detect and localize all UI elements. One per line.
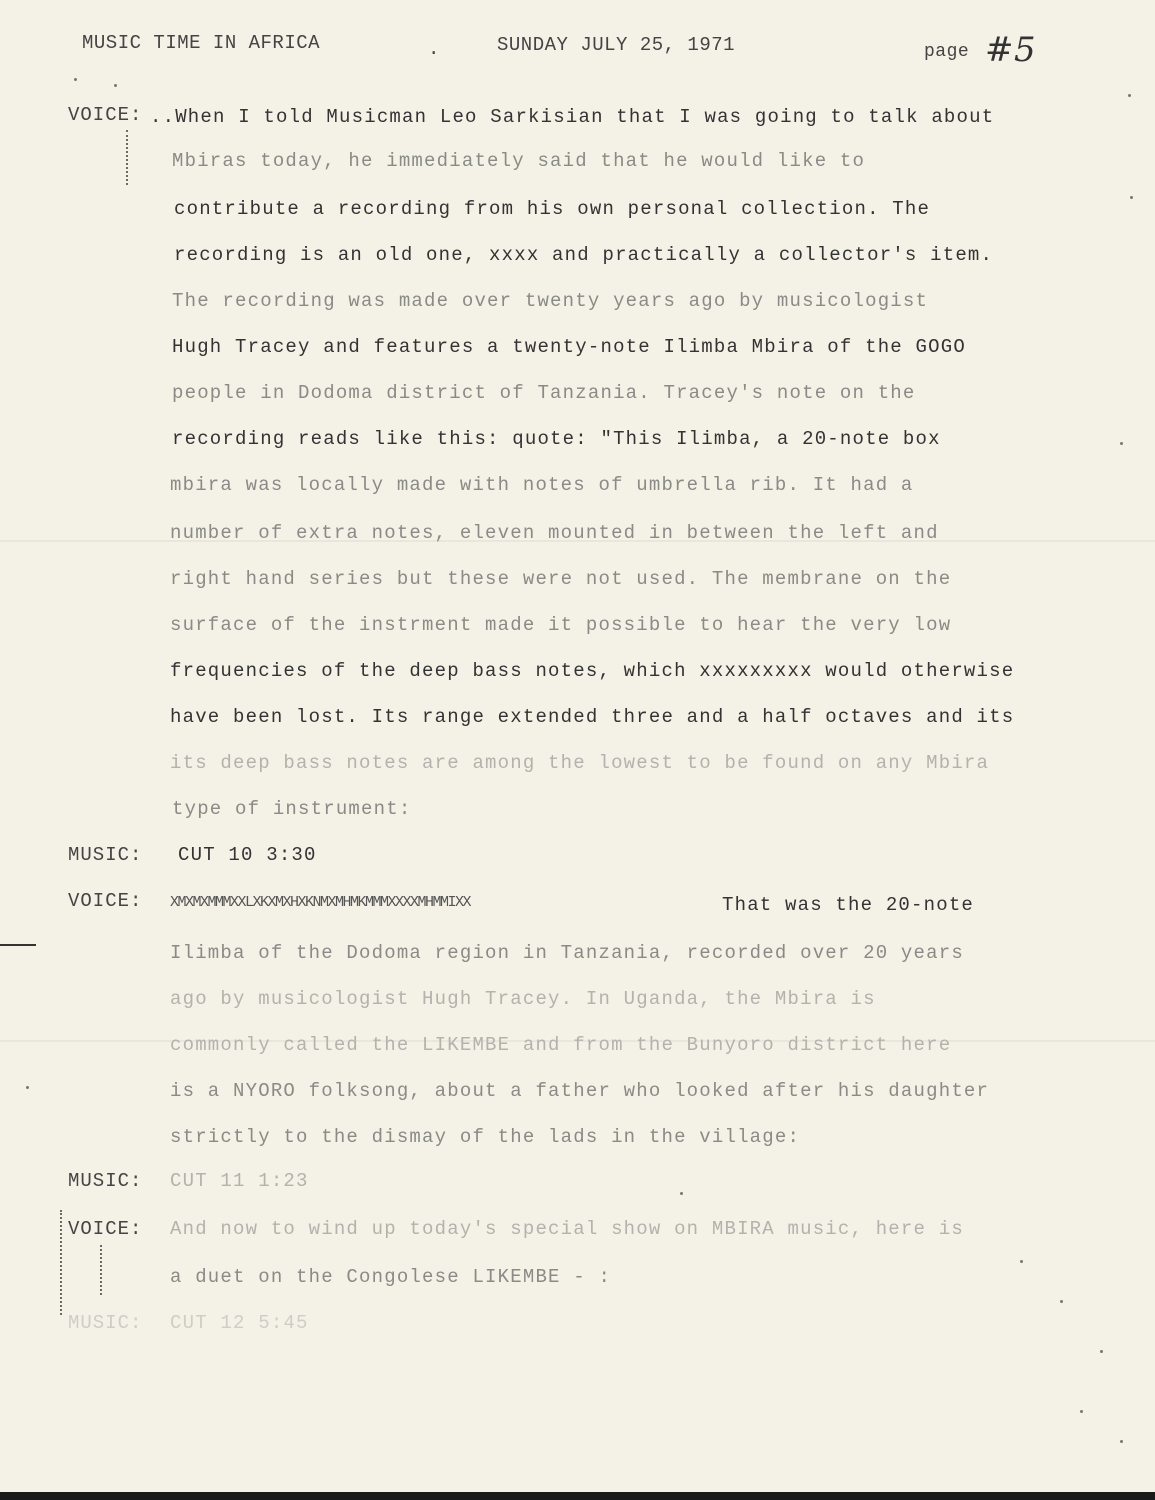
script-line: The recording was made over twenty years ago by musicologist bbox=[172, 290, 929, 312]
script-line: Ilimba of the Dodoma region in Tanzania, recorded over 20 years bbox=[170, 942, 964, 964]
program-title: MUSIC TIME IN AFRICA bbox=[82, 32, 321, 54]
script-line: Mbiras today, he immediately said that he would like to bbox=[172, 150, 866, 172]
script-line: strictly to the dismay of the lads in the village: bbox=[170, 1126, 801, 1148]
script-line: its deep bass notes are among the lowest to be found on any Mbira bbox=[170, 752, 990, 774]
script-line: type of instrument: bbox=[172, 798, 412, 820]
script-line: ..When I told Musicman Leo Sarkisian that I was going to talk about bbox=[150, 106, 995, 128]
margin-mark bbox=[0, 944, 36, 946]
margin-dotted-line bbox=[60, 1210, 64, 1315]
script-line: have been lost. Its range extended three and a half octaves and its bbox=[170, 706, 1015, 728]
segment-label-music: MUSIC: bbox=[68, 1312, 143, 1334]
script-line: commonly called the LIKEMBE and from the Bunyoro district here bbox=[170, 1034, 952, 1056]
script-line: Hugh Tracey and features a twenty-note Ilimba Mbira of the GOGO bbox=[172, 336, 966, 358]
print-speck bbox=[1020, 1260, 1023, 1263]
music-cue: CUT 12 5:45 bbox=[170, 1312, 309, 1334]
script-line: recording reads like this: quote: "This Ilimba, a 20-note box bbox=[172, 428, 941, 450]
script-line: is a NYORO folksong, about a father who looked after his daughter bbox=[170, 1080, 990, 1102]
print-speck bbox=[1130, 196, 1133, 199]
script-line: right hand series but these were not used. The membrane on the bbox=[170, 568, 952, 590]
music-cue: CUT 10 3:30 bbox=[178, 844, 317, 866]
print-speck bbox=[1120, 1440, 1123, 1443]
script-line: That was the 20-note bbox=[722, 894, 975, 916]
page-header bbox=[0, 30, 1155, 70]
script-line: frequencies of the deep bass notes, which xxxxxxxxx would otherwise bbox=[170, 660, 1015, 682]
page-number-handwritten: #5 bbox=[985, 30, 1037, 70]
print-speck bbox=[114, 84, 117, 87]
script-line: recording is an old one, xxxx and practically a collector's item. bbox=[174, 244, 994, 266]
margin-dotted-line bbox=[100, 1245, 104, 1295]
struck-out-text: XMXMXMMMXXLXKXMXHXKNMXMHMKMMMXXXXMHMMIXX bbox=[170, 894, 471, 911]
segment-label-music: MUSIC: bbox=[68, 844, 143, 866]
print-speck bbox=[1120, 442, 1123, 445]
script-line: And now to wind up today's special show on MBIRA music, here is bbox=[170, 1218, 964, 1240]
print-speck bbox=[680, 1192, 683, 1195]
script-line: a duet on the Congolese LIKEMBE - : bbox=[170, 1266, 612, 1288]
segment-label-voice: VOICE: bbox=[68, 890, 143, 912]
music-cue: CUT 11 1:23 bbox=[170, 1170, 309, 1192]
print-speck bbox=[74, 78, 77, 81]
page-label: page bbox=[924, 42, 970, 62]
script-line: number of extra notes, eleven mounted in between the left and bbox=[170, 522, 939, 544]
print-speck bbox=[1128, 94, 1131, 97]
header-separator: . bbox=[428, 38, 440, 60]
scan-bottom-edge bbox=[0, 1492, 1155, 1500]
segment-label-voice: VOICE: bbox=[68, 1218, 143, 1240]
print-speck bbox=[1060, 1300, 1063, 1303]
script-line: mbira was locally made with notes of umbrella rib. It had a bbox=[170, 474, 914, 496]
script-line: people in Dodoma district of Tanzania. Tracey's note on the bbox=[172, 382, 916, 404]
print-speck bbox=[1080, 1410, 1083, 1413]
segment-label-music: MUSIC: bbox=[68, 1170, 143, 1192]
margin-dotted-line bbox=[126, 130, 130, 185]
segment-label-voice: VOICE: bbox=[68, 104, 143, 126]
script-line: ago by musicologist Hugh Tracey. In Uganda, the Mbira is bbox=[170, 988, 876, 1010]
script-line: contribute a recording from his own personal collection. The bbox=[174, 198, 931, 220]
broadcast-date: SUNDAY JULY 25, 1971 bbox=[497, 34, 736, 56]
print-speck bbox=[26, 1086, 29, 1089]
print-speck bbox=[1100, 1350, 1103, 1353]
script-line: surface of the instrment made it possible to hear the very low bbox=[170, 614, 952, 636]
